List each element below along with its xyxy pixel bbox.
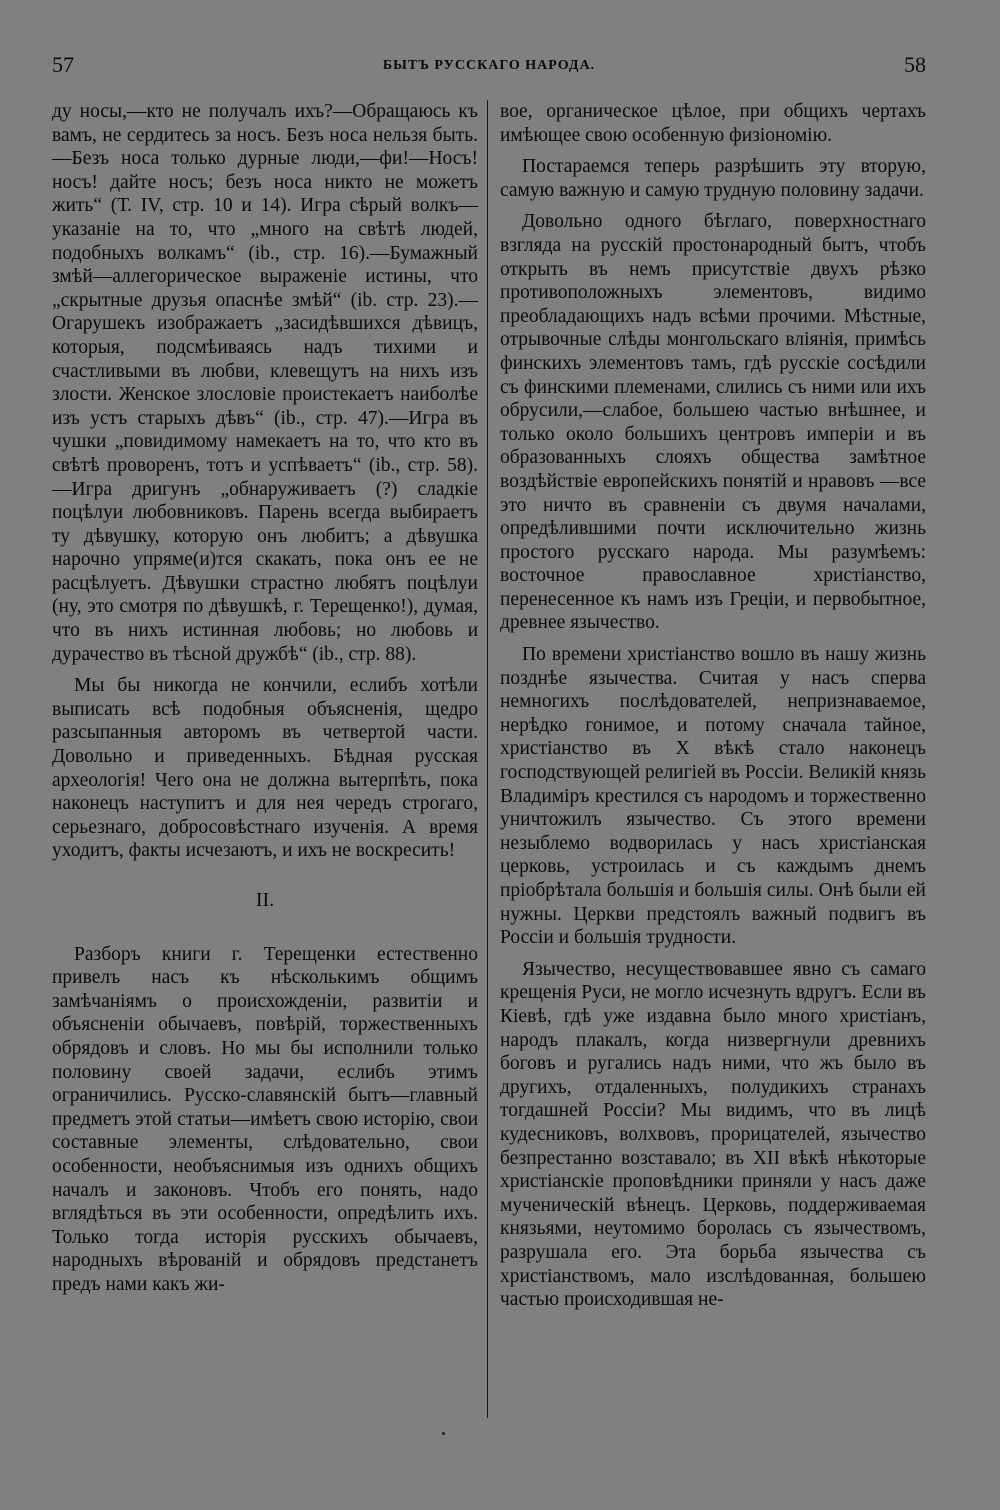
right-column — [500, 100, 926, 1312]
right-paragraph-3: Довольно одного бѣглаго, поверхностнаго взгляда на русскiй простонародный бытъ, чтобъ открыть въ немъ присутствiе двухъ рѣзко противоположныхъ элементовъ, видимо преобладающихъ надъ всѣми прочими. Мѣстные, отрывочные слѣды монгольскаго влiянiя, примѣсь финскихъ элементовъ тамъ, гдѣ русскiе сосѣдили съ финскими племенами, слились съ ними или ихъ обрусили,—слабое, большею частью внѣшнее, и только около большихъ центровъ имперiи и въ образованныхъ слояхъ общества замѣтное воздѣйствiе европейскихъ понятiй и нравовъ —все это ничто въ сравненiи съ двумя началами, опредѣлившими почти исключительно жизнь простого русскаго народа. Мы разумѣемъ: восточное православное христiанство, перенесенное къ намъ изъ Грецiи, и первобытное, древнее язычество. — [500, 211, 926, 634]
right-paragraph-4: По времени христiанство вошло въ нашу жизнь позднѣе язычества. Считая у насъ сперва немногихъ послѣдователей, непризнаваемое, нерѣдко гонимое, и потому сначала тайное, христiанство въ X вѣкѣ стало наконецъ господствующей религiей въ Россiи. Великiй князь Владимiръ крестился съ народомъ и торжественно уничтожилъ язычество. Съ этого времени незыблемо водворилась у насъ христiанская церковь, устроилась и съ каждымъ днемъ прiобрѣтала большiя и большiя силы. Онѣ были ей нужны. Церкви предстоялъ важный подвигъ въ Россiи и большiя трудности. — [500, 644, 926, 949]
left-column — [52, 100, 478, 1297]
left-paragraph-2: Мы бы никогда не кончили, еслибъ хотѣли выписать всѣ подобныя объясненiя, щедро разсыпанныя авторомъ въ четвертой части. Довольно и приведенныхъ. Бѣдная русская археологiя! Чего она не должна вытерпѣть, пока наконецъ наступитъ и для нея чередъ строгаго, серьезнаго, добросовѣстнаго изученiя. А время уходитъ, факты исчезаютъ, и ихъ не воскресить! — [52, 675, 478, 862]
left-paragraph-1: ду носы,—кто не получалъ ихъ?—Обращаюсь къ вамъ, не сердитесь за носъ. Безъ носа нельзя быть.—Безъ носа только дурные люди,—фи!—Носъ! носъ! дайте носъ; безъ носа никто не можетъ жить“ (Т. IV, стр. 10 и 14). Игра сѣрый волкъ—указанiе на то, что „много на свѣтѣ людей, подобныхъ волкамъ“ (ib., стр. 16).—Бумажный змѣй—аллегорическое выраженiе истины, что „скрытные друзья опаснѣе змѣй“ (ib. стр. 23).—Огарушекъ изображаетъ „засидѣвшихся дѣвицъ, которыя, подсмѣиваясь надъ тихими и счастливыми въ любви, клевещутъ на нихъ изъ злости. Женское злословiе проистекаетъ наиболѣе изъ устъ старыхъ дѣвъ“ (ib., стр. 47).—Игра въ чушки „повидимому намекаетъ на то, что кто въ свѣтѣ проворенъ, тотъ и успѣваетъ“ (ib., стр. 58).—Игра дригунъ „обнаруживаетъ (?) сладкiе поцѣлуи любовниковъ. Парень всегда выбираетъ ту дѣвушку, которую онъ любитъ; а дѣвушка нарочно упряме(и)тся скакать, пока онъ ее не расцѣлуетъ. Дѣвушки страстно любятъ поцѣлуи (ну, это смотря по дѣвушкѣ, г. Терещенко!), думая, что въ нихъ истинная любовь; но любовь и дурачество въ тѣсной дружбѣ“ (ib., стр. 88). — [52, 101, 478, 665]
right-paragraph-5: Язычество, несуществовавшее явно съ самаго крещенiя Руси, не могло исчезнуть вдругъ. Если въ Кiевѣ, гдѣ уже издавна было много христiанъ, народъ плакалъ, когда низвергнули древнихъ боговъ и ругались надъ ними, что жъ было въ другихъ, отдаленныхъ, полудикихъ странахъ тогдашней Россiи? Мы видимъ, что въ лицѣ кудесниковъ, волхвовъ, прорицателей, язычество безпрестанно возставало; въ XII вѣкѣ нѣкоторые христiанскiе проповѣдники приняли у насъ даже мученическiй вѣнецъ. Церковь, поддерживаемая князьями, неутомимо боролась съ язычествомъ, разрушала его. Эта борьба язычества съ христiанствомъ, мало изслѣдованная, большею частью происходившая не- — [500, 958, 926, 1311]
left-paragraph-3: Разборъ книги г. Терещенки естественно привелъ насъ къ нѣсколькимъ общимъ замѣчанiямъ о происхожденiи, развитiи и объясненiи обычаевъ, повѣрiй, торжественныхъ обрядовъ и словъ. Но мы бы исполнили только половину своей задачи, еслибъ этимъ ограничились. Русско-славянскiй бытъ—главный предметъ этой статьи—имѣетъ свою исторiю, свои составные элементы, слѣдовательно, свои особенности, необъяснимыя изъ однихъ общихъ началъ и законовъ. Чтобъ его понять, надо вглядѣться въ эти особенности, опредѣлить ихъ. Только тогда исторiя русскихъ обычаевъ, народныхъ вѣрованiй и обрядовъ предстанетъ предъ нами какъ жи- — [52, 943, 478, 1295]
section-heading: II. — [255, 889, 275, 911]
page-header — [52, 52, 926, 82]
page-number-left: 57 — [52, 52, 74, 77]
right-paragraph-2: Постараемся теперь разрѣшить эту вторую, самую важную и самую трудную половину задачи. — [500, 156, 926, 201]
ink-speck — [442, 1432, 445, 1435]
right-paragraph-1: вое, органическое цѣлое, при общихъ чертахъ имѣющее свою особенную физiономiю. — [500, 101, 926, 146]
running-title: БЫТЪ РУССКАГО НАРОДА. — [382, 58, 596, 73]
page-number-right: 58 — [904, 52, 926, 77]
column-divider — [487, 100, 488, 1418]
